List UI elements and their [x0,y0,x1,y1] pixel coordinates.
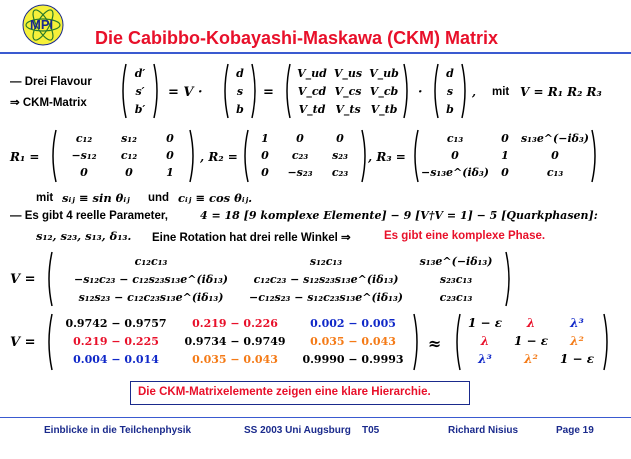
matrix-cell: s₁₃e^(−iδ₃) [520,132,589,145]
R2-matrix [250,130,360,181]
matrix-cell: s₁₂ [121,132,137,145]
vector-cell: b′ [134,102,146,116]
params-formula: 4 = 18 [9 komplexe Elemente] − 9 [V†V = 1] − 5 [Quarkphasen]: [200,209,598,222]
matrix-cell: 0 [501,132,509,145]
dot: · [418,85,423,100]
matrix-cell: V_ub [369,66,399,80]
V-full-label: V = [10,272,36,287]
matrix-cell: s₁₂s₂₃ − c₁₂c₂₃s₁₃e^(iδ₁₃) [78,290,224,304]
wolfenstein-matrix [462,314,602,368]
matrix-cell: s₂₃c₁₃ [439,272,473,286]
equals-V: = V · [168,85,203,100]
matrix-cell: 0.9990 − 0.9993 [302,352,404,366]
matrix-cell: c₁₂ [75,132,93,145]
defs-sij: sᵢⱼ ≡ sin θᵢⱼ [62,191,130,205]
footer-semester: SS 2003 Uni Augsburg [244,425,351,436]
ckm-matrix [294,64,402,118]
vector-cell: d [446,66,454,80]
matrix-cell: c₁₃ [546,166,564,179]
matrix-cell: 1 − ε [559,352,595,366]
matrix-cell: 1 − ε [513,334,549,348]
matrix-cell: 0 [261,166,269,179]
R3-label: , R₃ = [368,150,406,164]
vector-cell: b [446,102,454,116]
vector-cell: d′ [134,66,146,80]
matrix-cell: c₁₃ [446,132,464,145]
matrix-cell: c₂₃ [291,149,309,162]
matrix-cell: 0 [166,149,174,162]
footer-course: Einblicke in die Teilchenphysik [44,425,192,436]
matrix-cell: 0.002 − 0.005 [310,316,396,330]
V-num-matrix [56,314,412,368]
vector2 [440,64,460,118]
vector [230,64,250,118]
matrix-cell: V_cs [334,84,362,98]
R1-matrix [60,130,190,181]
product-formula: V = R₁ R₂ R₃ [520,85,602,99]
footer-page: Page 19 [556,425,594,436]
approx-sign: ≈ [428,334,442,353]
matrix-cell: λ³ [478,352,492,366]
vector-cell: b [236,102,244,116]
defs-und: und [148,192,170,204]
prime-vector [130,64,150,118]
vector-cell: s′ [135,84,145,98]
matrix-cell: −s₁₂ [71,149,97,162]
matrix-cell: −s₁₃e^(iδ₃) [420,166,489,179]
V-full-matrix [56,252,506,306]
matrix-cell: s₁₃e^(−iδ₁₃) [419,254,493,268]
matrix-cell: 0 [336,132,344,145]
hierarchy-text: Die CKM-Matrixelemente zeigen eine klare Hierarchie. [138,386,431,398]
drei-flavour-label: — Drei Flavour [10,76,92,88]
vector-cell: s [446,84,454,98]
matrix-cell: c₂₃ [331,166,349,179]
matrix-cell: λ² [524,352,538,366]
defs-mit: mit [36,192,54,204]
equals-sign: = [263,85,274,100]
matrix-cell: 0 [166,132,174,145]
comma: , [472,85,477,99]
params-line-b-red: Es gibt eine komplexe Phase. [384,230,546,242]
matrix-cell: −s₂₃ [287,166,313,179]
matrix-cell: −c₁₂s₂₃ − s₁₂c₂₃s₁₃e^(iδ₁₃) [248,290,404,304]
matrix-cell: λ² [570,334,584,348]
matrix-cell: 0 [501,166,509,179]
ckm-matrix-label: ⇒ CKM-Matrix [10,97,87,109]
matrix-cell: c₁₂c₂₃ − s₁₂s₂₃s₁₃e^(iδ₁₃) [253,272,399,286]
matrix-cell: 0 [80,166,88,179]
vector-cell: s [236,84,244,98]
matrix-cell: −s₁₂c₂₃ − c₁₂s₂₃s₁₃e^(iδ₁₃) [73,272,229,286]
title-rule [0,52,631,54]
matrix-cell: V_us [333,66,363,80]
R2-label: , R₂ = [200,150,238,164]
matrix-cell: V_ts [335,102,361,116]
mit-label: mit [492,86,510,98]
footer-code: T05 [362,425,380,436]
matrix-cell: V_cb [369,84,399,98]
params-vars: s₁₂, s₂₃, s₁₃, δ₁₃. [36,229,132,243]
mpi-logo [22,4,64,46]
params-line-a: — Es gibt 4 reelle Parameter, [10,210,168,222]
R3-matrix [420,130,590,181]
matrix-cell: c₁₂ [120,149,138,162]
matrix-cell: 1 [261,132,269,145]
matrix-cell: 0.219 − 0.226 [192,316,278,330]
matrix-cell: 0.004 − 0.014 [73,352,159,366]
V-num-label: V = [10,335,36,350]
matrix-cell: 0 [451,149,459,162]
matrix-cell: λ³ [570,316,584,330]
matrix-cell: 1 [166,166,174,179]
matrix-cell: 0.9734 − 0.9749 [184,334,286,348]
vector-cell: d [236,66,244,80]
matrix-cell: 0 [296,132,304,145]
matrix-cell: V_cd [297,84,327,98]
matrix-cell: s₁₂c₁₃ [309,254,343,268]
matrix-cell: V_tb [370,102,398,116]
matrix-cell: V_td [298,102,326,116]
matrix-cell: 0 [125,166,133,179]
matrix-cell: 0.9742 − 0.9757 [65,316,167,330]
matrix-cell: c₂₃c₁₃ [439,290,473,304]
matrix-cell: 0 [261,149,269,162]
logo-text: MPI [30,17,54,32]
matrix-cell: 0.035 − 0.043 [310,334,396,348]
matrix-cell: 0.219 − 0.225 [73,334,159,348]
matrix-cell: c₁₂c₁₃ [134,254,168,268]
matrix-cell: 0.035 − 0.043 [192,352,278,366]
matrix-cell: 1 [501,149,509,162]
matrix-cell: 1 − ε [467,316,503,330]
matrix-cell: λ [526,316,536,330]
defs-cij: cᵢⱼ ≡ cos θᵢⱼ. [178,191,253,205]
matrix-cell: s₂₃ [332,149,348,162]
footer-author: Richard Nisius [448,425,519,436]
footer-rule [0,417,631,418]
params-line-b: Eine Rotation hat drei relle Winkel ⇒ [152,232,351,244]
page-title: Die Cabibbo-Kobayashi-Maskawa (CKM) Matrix [95,28,499,48]
R1-label: R₁ = [10,150,40,164]
matrix-cell: λ [480,334,490,348]
matrix-cell: 0 [551,149,559,162]
matrix-cell: V_ud [297,66,327,80]
